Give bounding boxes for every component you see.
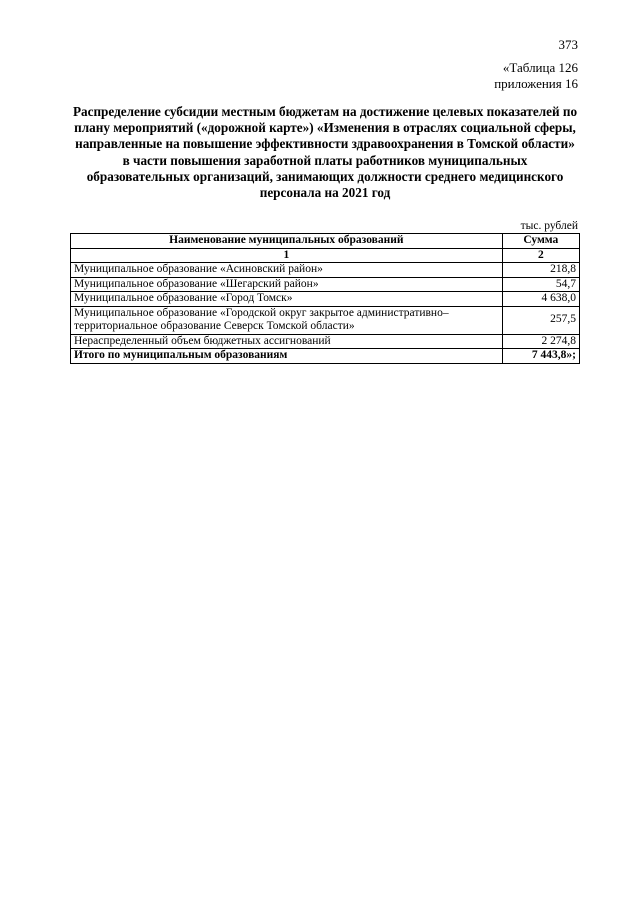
table-reference <box>494 60 578 92</box>
row-sum: 4 638,0 <box>502 292 579 307</box>
row-sum: 2 274,8 <box>502 334 579 349</box>
row-name: Муниципальное образование «Город Томск» <box>71 292 503 307</box>
units-label: тыс. рублей <box>520 220 578 232</box>
table-row <box>71 277 580 292</box>
header-sum: Сумма <box>502 234 579 249</box>
total-sum: 7 443,8»; <box>502 349 579 364</box>
table-row <box>71 292 580 307</box>
column-number-1: 1 <box>71 248 503 263</box>
row-name: Муниципальное образование «Городской округ закрытое административно–территориальное образование Северск Томской области» <box>71 306 503 334</box>
row-sum: 54,7 <box>502 277 579 292</box>
table-reference-line-2: приложения 16 <box>494 76 578 91</box>
row-sum: 218,8 <box>502 263 579 278</box>
row-sum: 257,5 <box>502 306 579 334</box>
table-reference-line-1: «Таблица 126 <box>502 60 578 75</box>
header-municipality-name: Наименование муниципальных образований <box>71 234 503 249</box>
page-number: 373 <box>558 37 578 52</box>
row-name: Муниципальное образование «Шегарский район» <box>71 277 503 292</box>
table-header-row <box>71 234 580 249</box>
table-row <box>71 306 580 334</box>
column-number-2: 2 <box>502 248 579 263</box>
row-name: Нераспределенный объем бюджетных ассигнований <box>71 334 503 349</box>
total-row <box>71 349 580 364</box>
row-name: Муниципальное образование «Асиновский район» <box>71 263 503 278</box>
column-number-row <box>71 248 580 263</box>
table-row <box>71 263 580 278</box>
document-title: Распределение субсидии местным бюджетам на достижение целевых показателей по плану мероприятий («дорожной карте») «Изменения в отраслях социальной сферы, направленные на повышение эффективности здравоохранения в Томской области» в части повышения заработной платы работников муниципальных образовательных организаций, занимающих должности среднего медицинского персонала на 2021 год <box>72 104 578 201</box>
table-row <box>71 334 580 349</box>
subsidy-table <box>70 233 580 364</box>
total-name: Итого по муниципальным образованиям <box>71 349 503 364</box>
